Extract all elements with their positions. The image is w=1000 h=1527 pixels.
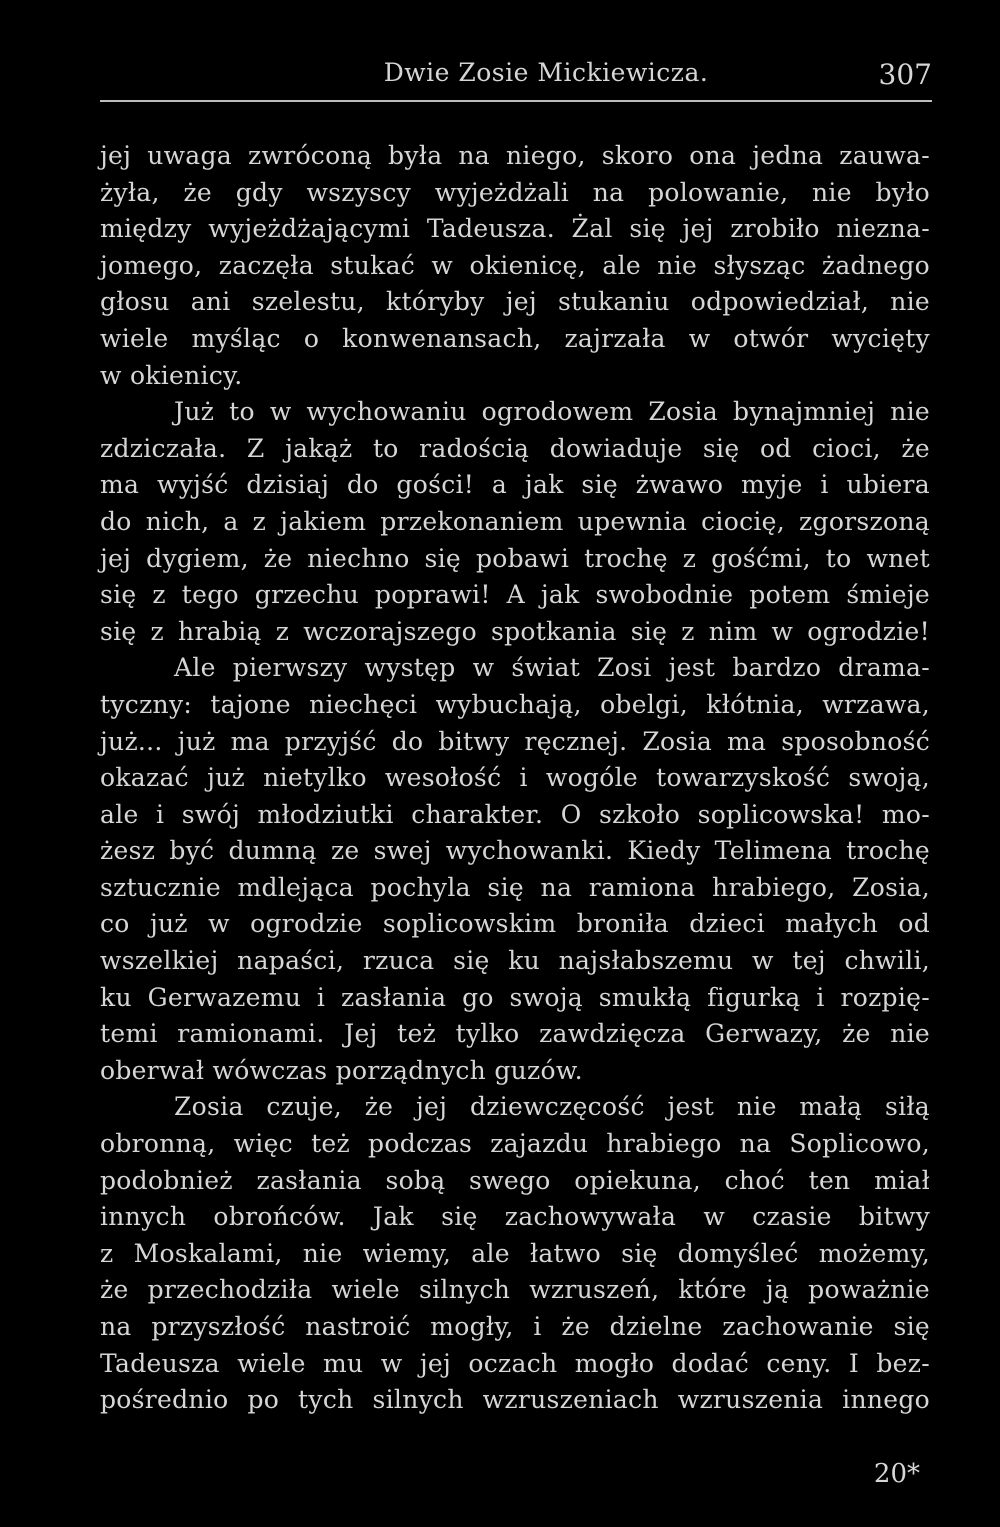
text-line: ma wyjść dzisiaj do gości! a jak się żwawo myje i ubiera [100, 470, 930, 500]
text-line: jej dygiem, że niechno się pobawi trochę z gośćmi, to wnet [100, 543, 930, 573]
text-line: temi ramionami. Jej też tylko zawdzięcza Gerwazy, że nie [100, 1019, 930, 1049]
text-line: ku Gerwazemu i zasłania go swoją smukłą figurką i rozpię- [100, 982, 930, 1012]
text-line: w okienicy. [100, 360, 243, 390]
text-line: tyczny: tajone niechęci wybuchają, obelgi, kłótnia, wrzawa, [100, 689, 930, 719]
paragraph-first-line: Ale pierwszy występ w świat Zosi jest bardzo drama- [174, 653, 930, 683]
text-line: żyła, że gdy wszyscy wyjeżdżali na polowanie, nie było [100, 177, 930, 207]
text-line: jej uwaga zwróconą była na niego, skoro ona jedna zauwa- [100, 141, 930, 170]
text-line: oberwał wówczas porządnych guzów. [100, 1055, 583, 1085]
text-line: ale i swój młodziutki charakter. O szkoło soplicowska! mo- [100, 799, 930, 829]
text-line: wszelkiej napaści, rzuca się ku najsłabszemu w tej chwili, [100, 946, 930, 976]
running-header [100, 58, 932, 96]
text-line: jomego, zaczęła stukać w okienicę, ale nie słysząc żadnego [100, 250, 930, 280]
paragraph-first-line: Zosia czuje, że jej dziewczęcość jest nie małą siłą [174, 1092, 930, 1122]
text-line: już... już ma przyjść do bitwy ręcznej. Zosia ma sposobność [100, 726, 930, 756]
text-line: Tadeusza wiele mu w jej oczach mogło dodać ceny. I bez- [100, 1348, 930, 1378]
body-text [100, 138, 930, 1419]
header-rule [100, 100, 932, 102]
text-line: z Moskalami, nie wiemy, ale łatwo się domyśleć możemy, [100, 1238, 930, 1268]
text-line: zdziczała. Z jakąż to radością dowiaduje się od cioci, że [100, 433, 930, 463]
signature-mark: 20* [873, 1459, 920, 1489]
page-number: 307 [878, 58, 932, 91]
text-line: innych obrońców. Jak się zachowywała w czasie bitwy [100, 1202, 930, 1232]
text-line: żesz być dumną ze swej wychowanki. Kiedy Telimena trochę [100, 836, 930, 866]
text-line: do nich, a z jakiem przekonaniem upewnia ciocię, zgorszoną [100, 506, 930, 536]
running-title: Dwie Zosie Mickiewicza. [383, 58, 709, 87]
text-line: że przechodziła wiele silnych wzruszeń, które ją poważnie [100, 1275, 930, 1305]
text-line: głosu ani szelestu, któryby jej stukaniu odpowiedział, nie [100, 287, 930, 317]
text-line: między wyjeżdżającymi Tadeusza. Żal się jej zrobiło niezna- [100, 214, 930, 244]
text-line: podobnież zasłania sobą swego opiekuna, choć ten miał [100, 1165, 930, 1195]
paragraph-first-line: Już to w wychowaniu ogrodowem Zosia bynajmniej nie [174, 397, 930, 427]
text-line: się z tego grzechu poprawi! A jak swobodnie potem śmieje [100, 580, 930, 610]
text-line: na przyszłość nastroić mogły, i że dzielne zachowanie się [100, 1312, 930, 1341]
text-line: obronną, więc też podczas zajazdu hrabiego na Soplicowo, [100, 1129, 930, 1159]
text-line: pośrednio po tych silnych wzruszeniach wzruszenia innego [100, 1385, 930, 1415]
text-line: sztucznie mdlejąca pochyla się na ramiona hrabiego, Zosia, [100, 872, 930, 902]
text-line: się z hrabią z wczorajszego spotkania się z nim w ogrodzie! [100, 616, 930, 646]
text-line: okazać już nietylko wesołość i wogóle towarzyskość swoją, [100, 763, 930, 793]
text-line: co już w ogrodzie soplicowskim broniła dzieci małych od [100, 909, 930, 939]
text-line: wiele myśląc o konwenansach, zajrzała w otwór wycięty [100, 323, 930, 353]
